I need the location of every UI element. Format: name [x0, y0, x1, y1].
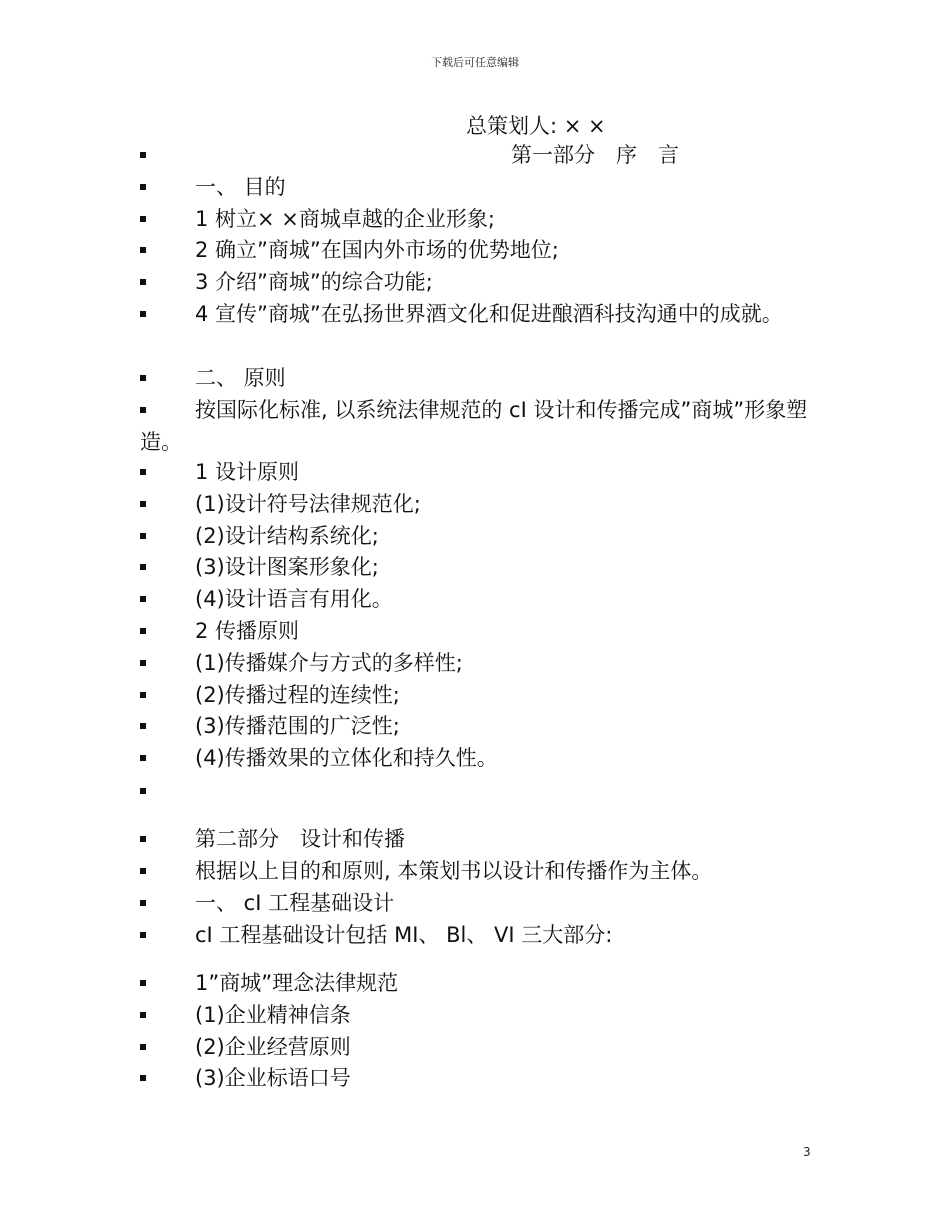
list-item-text: 根据以上目的和原则, 本策划书以设计和传播作为主体。 [195, 859, 713, 883]
bullet-marker [140, 407, 146, 413]
list-item [140, 171, 812, 203]
bullet-marker [140, 375, 146, 381]
list-item [140, 647, 812, 679]
list-item [140, 488, 812, 520]
list-item-text: 按国际化标准, 以系统法律规范的 cI 设计和传播完成”商城”形象塑造。 [140, 398, 808, 454]
bullet-marker [140, 628, 146, 634]
list-item-text: (4)设计语言有用化。 [195, 587, 393, 611]
list-item-text: (1)企业精神信条 [195, 1003, 351, 1027]
page-header-note: 下载后可任意编辑 [431, 56, 519, 69]
list-item [140, 234, 812, 266]
bullet-marker [140, 279, 146, 285]
list-item [140, 362, 812, 394]
list-item-text: 一、 cI 工程基础设计 [195, 891, 395, 915]
list-item [140, 742, 812, 774]
list-item-text: 1”商城”理念法律规范 [195, 971, 399, 995]
bullet-marker [140, 596, 146, 602]
list-item [140, 887, 812, 919]
bullet-marker [140, 723, 146, 729]
list-item [140, 823, 812, 855]
list-item-text: (3)设计图案形象化; [195, 555, 379, 579]
list-item-text: 4 宣传”商城”在弘扬世界酒文化和促进酿酒科技沟通中的成就。 [195, 302, 783, 326]
list-item-text: 二、 原则 [195, 366, 286, 390]
list-item [140, 615, 812, 647]
list-item [140, 679, 812, 711]
list-item [140, 1062, 812, 1094]
list-item [140, 203, 812, 235]
bullet-marker [140, 501, 146, 507]
bullet-marker [140, 184, 146, 190]
list-item-text: 第二部分 设计和传播 [195, 827, 405, 851]
bullet-marker [140, 216, 146, 222]
list-item-text: 3 介绍”商城”的综合功能; [195, 270, 433, 294]
list-item-text: (2)企业经营原则 [195, 1035, 351, 1059]
list-item [140, 266, 812, 298]
bullet-marker [140, 788, 146, 794]
bullet-marker [140, 692, 146, 698]
list-item-text: (3)传播范围的广泛性; [195, 714, 400, 738]
list-item-text: (4)传播效果的立体化和持久性。 [195, 746, 498, 770]
list-item [140, 710, 812, 742]
list-item-text: 2 确立”商城”在国内外市场的优势地位; [195, 238, 559, 262]
bullet-marker [140, 564, 146, 570]
list-item [140, 551, 812, 583]
list-item [140, 967, 812, 999]
bullet-marker [140, 900, 146, 906]
list-item-text: 2 传播原则 [195, 619, 300, 643]
bullet-marker [140, 1075, 146, 1081]
bullet-marker [140, 660, 146, 666]
list-item [140, 919, 812, 951]
list-item [140, 298, 812, 330]
list-item-text: (3)企业标语口号 [195, 1066, 351, 1090]
bullet-marker [140, 836, 146, 842]
list-item-text: (2)传播过程的连续性; [195, 683, 400, 707]
list-item-text: (1)设计符号法律规范化; [195, 492, 421, 516]
list-item [140, 456, 812, 488]
list-item-text: 1 设计原则 [195, 460, 300, 484]
bullet-marker [140, 932, 146, 938]
list-item-text: cI 工程基础设计包括 MI、 Bl、 VI 三大部分: [195, 923, 613, 947]
list-item [140, 1031, 812, 1063]
bullet-marker [140, 1044, 146, 1050]
list-item [140, 583, 812, 615]
bullet-marker [140, 868, 146, 874]
bullet-marker [140, 980, 146, 986]
bullet-marker [140, 1012, 146, 1018]
list-item-text: (2)设计结构系统化; [195, 524, 379, 548]
bullet-marker [140, 247, 146, 253]
bullet-marker [140, 533, 146, 539]
page-number: 3 [803, 1145, 811, 1159]
section-title [140, 139, 812, 171]
list-item-text: 1 树立× ×商城卓越的企业形象; [195, 207, 495, 231]
bullet-marker [140, 311, 146, 317]
author-line: 总策划人: × × [466, 114, 606, 138]
list-item-text: 一、 目的 [195, 175, 286, 199]
list-item [140, 855, 812, 887]
list-item [140, 394, 812, 458]
list-item [140, 520, 812, 552]
section-title-text: 第一部分 序 言 [511, 143, 679, 167]
list-item [140, 775, 812, 807]
bullet-marker [140, 469, 146, 475]
list-item [140, 999, 812, 1031]
bullet-marker [140, 755, 146, 761]
list-item-text: (1)传播媒介与方式的多样性; [195, 651, 463, 675]
bullet-marker [140, 152, 146, 158]
